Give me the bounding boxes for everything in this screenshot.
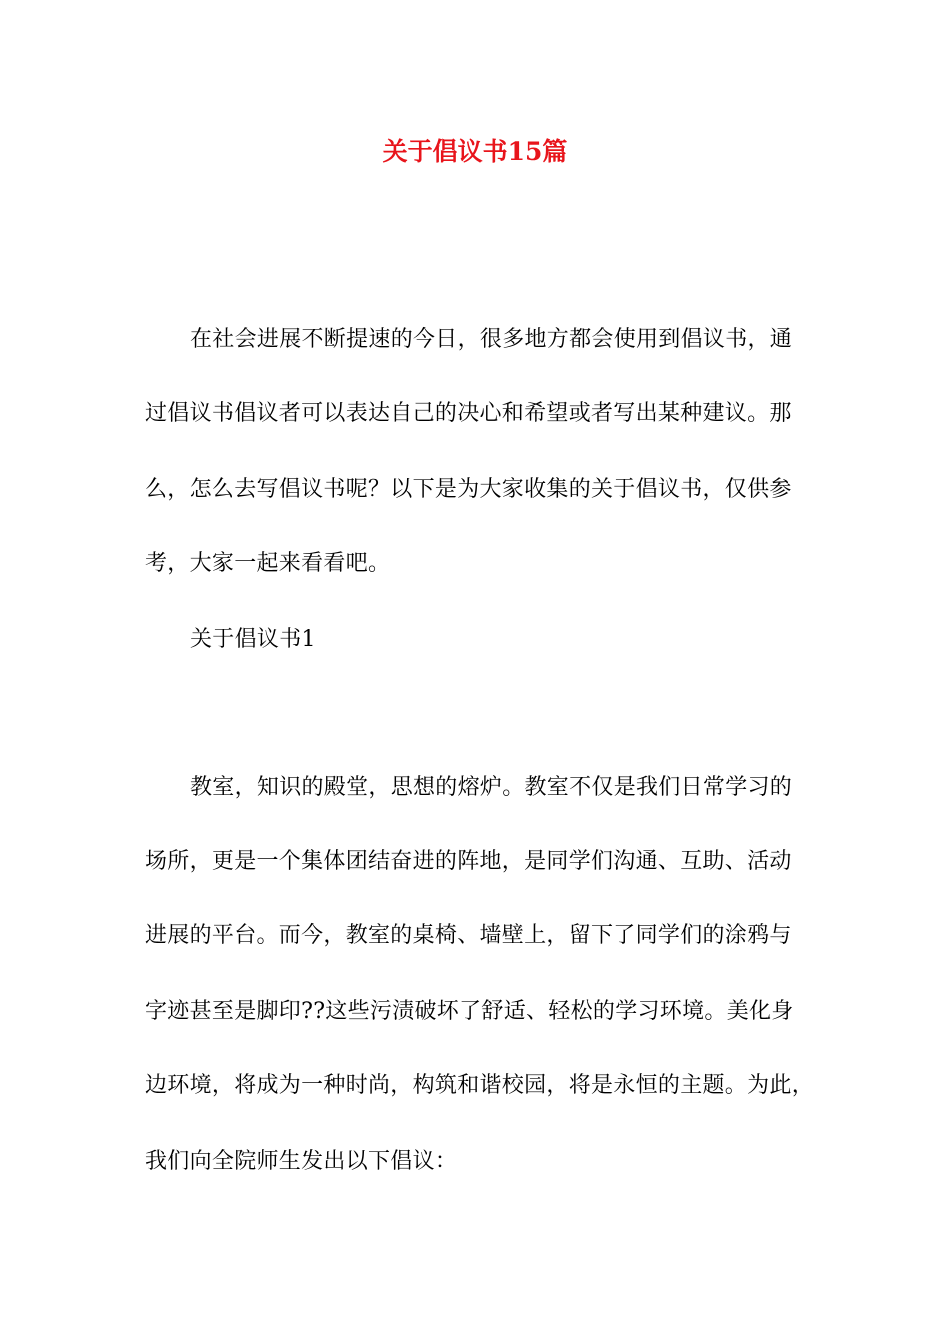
section-heading: 关于倡议书1 [190,627,316,652]
document-title: 关于倡议书15篇 [382,137,568,166]
body-line: 我们向全院师生发出以下倡议： [145,1149,458,1174]
body-line: 边环境，将成为一种时尚，构筑和谐校园，将是永恒的主题。为此， [145,1073,815,1098]
body-line: 进展的平台。而今，教室的桌椅、墙壁上，留下了同学们的涂鸦与 [145,923,792,948]
intro-line: 么，怎么去写倡议书呢？以下是为大家收集的关于倡议书，仅供参 [145,477,792,502]
body-line: 教室，知识的殿堂，思想的熔炉。教室不仅是我们日常学习的 [190,775,793,800]
intro-line: 过倡议书倡议者可以表达自己的决心和希望或者写出某种建议。那 [145,401,792,426]
intro-line: 在社会进展不断提速的今日，很多地方都会使用到倡议书，通 [190,327,793,352]
body-line: 场所，更是一个集体团结奋进的阵地，是同学们沟通、互助、活动 [145,849,792,874]
intro-line: 考，大家一起来看看吧。 [145,551,391,576]
body-line: 字迹甚至是脚印??这些污渍破坏了舒适、轻松的学习环境。美化身 [145,999,794,1024]
